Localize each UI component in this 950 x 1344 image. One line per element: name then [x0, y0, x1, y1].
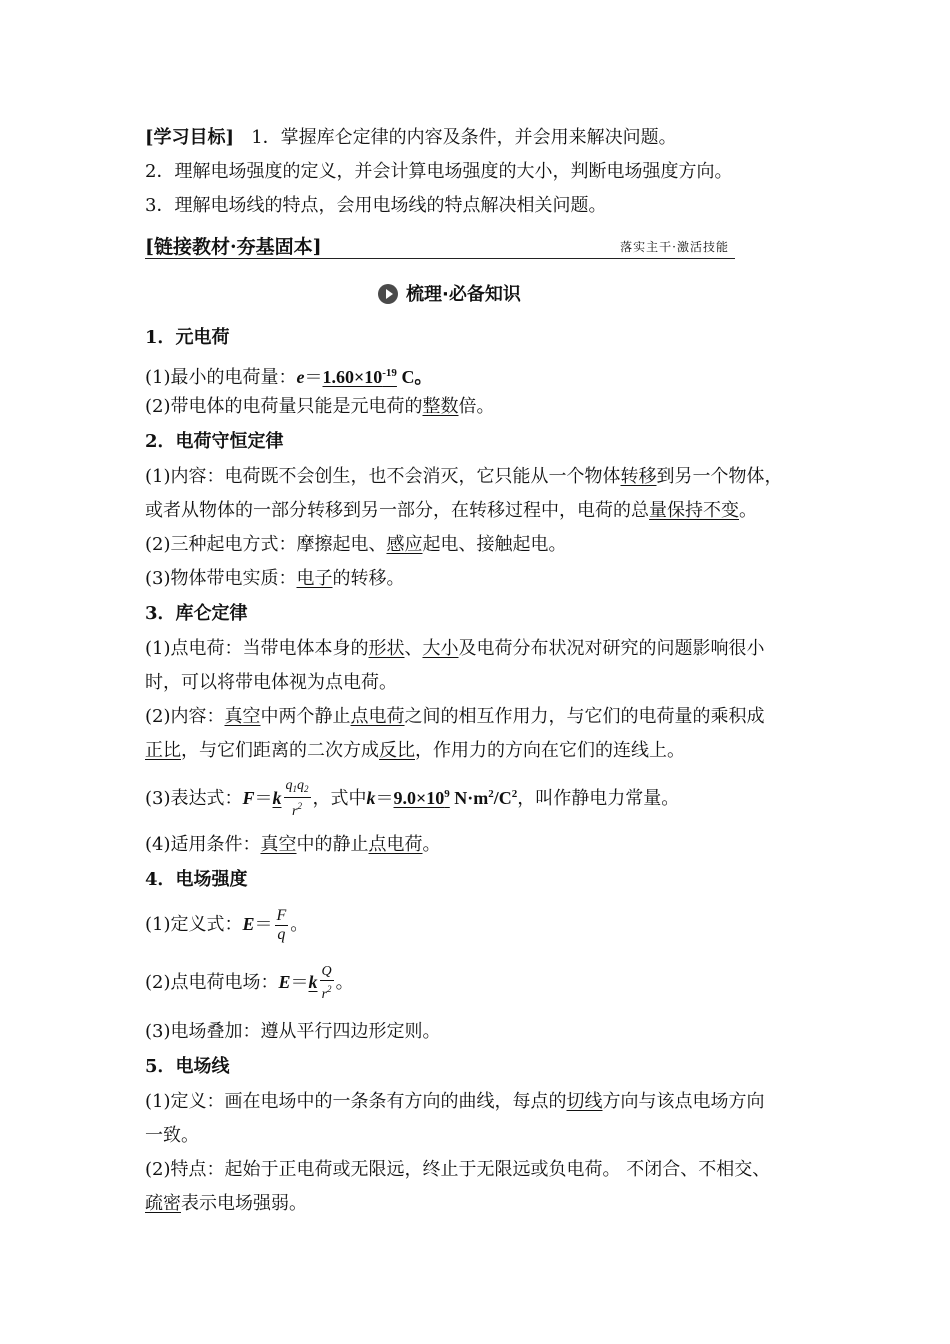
s2-l1-underlined: 转移: [620, 466, 657, 487]
s3-l4-underlined-2: 反比: [379, 740, 415, 761]
s2-l4b: 的转移。: [332, 568, 405, 589]
s4-line-2: [145, 960, 825, 1004]
s3-l1-underlined-1: 形状: [368, 638, 405, 659]
section-bar: [145, 232, 735, 259]
s3-l5-eq: ＝: [254, 788, 273, 809]
s4-l1-E: E: [242, 914, 255, 934]
s5-line-3: (2)特点：起始于正电荷或无限远，终止于无限远或负电荷。 不闭合、不相交、: [145, 1159, 771, 1180]
subheading-text: 梳理·必备知识: [406, 284, 521, 305]
objective-item-2: 2．理解电场强度的定义，并会计算电场强度的大小，判断电场强度方向。: [145, 161, 733, 182]
s3-l5-value-exp: 9: [444, 788, 450, 800]
unit-part-1: N·m: [449, 788, 489, 808]
section-right-text: 落实主干·激活技能: [620, 240, 729, 254]
s2-l1b: 到另一个物体，: [656, 466, 783, 487]
s4-l2-k: k: [308, 972, 318, 992]
s1-l1-exp: -19: [382, 367, 397, 379]
s1-l1-value-base: 1.60×10: [322, 367, 383, 387]
field-def-denominator: q: [277, 925, 286, 943]
s5-line-1: [145, 1090, 825, 1114]
s4-l2-eq: ＝: [290, 972, 309, 993]
s1-l1-prefix: (1)最小的电荷量：: [145, 367, 297, 388]
s4-l1-eq: ＝: [254, 914, 273, 935]
s5-l4-underlined: 疏密: [145, 1193, 181, 1214]
point-charge-r: r: [321, 986, 328, 1002]
s1-l2-prefix: (2)带电体的电荷量只能是元电荷的: [145, 396, 423, 417]
subheading: [378, 284, 521, 306]
r-symbol: r: [292, 804, 298, 819]
s2-l3a: (2)三种起电方式：摩擦起电、: [145, 534, 387, 555]
s4-l2a: (2)点电荷电场：: [145, 972, 279, 993]
section-title: [链接教材·夯基固本]: [145, 236, 322, 258]
s5-line-2: 一致。: [145, 1125, 199, 1146]
s3-l1a: (1)点电荷：当带电体本身的: [145, 638, 369, 659]
s1-l1-eq: ＝: [304, 367, 323, 388]
s3-line-5: [145, 772, 825, 819]
coulomb-fraction: [284, 778, 311, 820]
coulomb-numerator: [284, 778, 311, 798]
s3-line-6: [145, 833, 825, 857]
s3-l6c: 。: [422, 834, 441, 855]
s3-l1c: 及电荷分布状况对研究的问题影响很小: [458, 638, 765, 659]
s5-l1a: (1)定义：画在电场中的一条条有方向的曲线，每点的: [145, 1091, 567, 1112]
s2-l4a: (3)物体带电实质：: [145, 568, 297, 589]
s2-l2-underlined-1: 量: [649, 500, 667, 521]
objective-item-3: 3．理解电场线的特点，会用电场线的特点解决相关问题。: [145, 195, 607, 216]
s4-l2b: 。: [335, 972, 354, 993]
s5-l1-underlined: 切线: [566, 1091, 603, 1112]
s4-heading: 4．电场强度: [145, 869, 248, 890]
point-charge-denominator: [320, 981, 334, 1003]
s3-line-1: [145, 637, 825, 661]
s3-l6b: 中的静止: [296, 834, 369, 855]
s1-l2-suffix: 倍。: [458, 396, 495, 417]
s3-l3-underlined-1: 真空: [224, 706, 261, 727]
objective-item-1: 1．掌握库仑定律的内容及条件，并会用来解决问题。: [251, 127, 677, 148]
s1-l1-unit: C。: [396, 367, 433, 387]
s3-l5a: (3)表达式：: [145, 788, 243, 809]
q1-symbol: q: [285, 778, 293, 793]
s3-l6a: (4)适用条件：: [145, 834, 261, 855]
s3-l5-unit: [450, 788, 518, 808]
s2-heading: 2．电荷守恒定律: [145, 431, 284, 452]
objectives-line-3: [145, 194, 825, 218]
s3-l5-k: k: [272, 788, 282, 808]
s2-line-4: [145, 567, 825, 591]
s1-heading: 1．元电荷: [145, 327, 230, 348]
s5-heading: 5．电场线: [145, 1056, 230, 1077]
s1-line-1: [145, 361, 825, 390]
s2-l4-underlined: 电子: [296, 568, 333, 589]
s4-line-3: (3)电场叠加：遵从平行四边形定则。: [145, 1021, 441, 1042]
s3-l5b: ，式中: [312, 788, 367, 809]
s1-l1-value: [323, 367, 397, 387]
s2-l2b: 。: [739, 500, 757, 521]
s3-line-3: [145, 705, 825, 729]
s3-heading: 3．库仑定律: [145, 603, 248, 624]
s2-line-1: [145, 465, 825, 489]
objectives-line-1: [145, 126, 825, 150]
s2-l2-underlined-2: 保持不变: [667, 500, 739, 521]
point-charge-numerator: Q: [321, 963, 332, 979]
s3-l3c: 之间的相互作用力，与它们的电荷量的乘积成: [404, 706, 765, 727]
s2-line-2: [145, 499, 825, 523]
s3-l3b: 中两个静止: [260, 706, 351, 727]
s2-l1a: (1)内容：电荷既不会创生，也不会消灭，它只能从一个物体: [145, 466, 621, 487]
s2-l2a: 或者从物体的一部分转移到另一部分，在转移过程中，电荷的总: [145, 500, 649, 521]
s5-l1b: 方向与该点电场方向: [602, 1091, 765, 1112]
s3-l3-underlined-2: 点电荷: [350, 706, 405, 727]
s3-l6-underlined-2: 点电荷: [368, 834, 423, 855]
s1-line-2: [145, 395, 825, 419]
s4-line-1: [145, 902, 825, 946]
s5-line-4: [145, 1192, 825, 1216]
q2-symbol: q: [297, 778, 305, 793]
point-charge-fraction: [320, 964, 334, 1003]
q1-sub: 1: [292, 784, 298, 794]
point-charge-r-exp: 2: [327, 983, 332, 994]
s3-l6-underlined-1: 真空: [260, 834, 297, 855]
s4-l1a: (1)定义式：: [145, 914, 243, 935]
field-def-numerator: F: [276, 906, 287, 924]
play-icon: [378, 284, 398, 304]
s3-line-4: [145, 739, 825, 763]
objectives-tag: [学习目标]: [145, 127, 235, 148]
unit-part-2: /C: [493, 788, 512, 808]
r-exp: 2: [297, 801, 302, 811]
s3-l4a: ，与它们距离的二次方成: [181, 740, 379, 761]
unit-exp-2: 2: [511, 788, 518, 800]
s3-l5-value: [394, 788, 450, 808]
s3-l4-underlined-1: 正比: [145, 740, 181, 761]
s2-line-3: [145, 533, 825, 557]
s3-line-2: 时，可以将带电体视为点电荷。: [145, 672, 397, 693]
unit-exp-1: 2: [488, 788, 494, 800]
s3-l5-eq2: ＝: [375, 788, 394, 809]
s4-l1b: 。: [290, 914, 309, 935]
s2-l3b: 起电、接触起电。: [422, 534, 567, 555]
s3-l5-F: F: [242, 788, 255, 808]
objectives-line-2: [145, 160, 825, 184]
s3-l5-k2: k: [366, 788, 376, 808]
s1-l1-var: e: [296, 367, 305, 387]
field-definition-fraction: [275, 907, 289, 944]
s3-l5c: ，叫作静电力常量。: [517, 788, 680, 809]
s3-l4b: ，作用力的方向在它们的连线上。: [415, 740, 685, 761]
s1-l2-underlined: 整数: [422, 396, 459, 417]
s4-l2-E: E: [278, 972, 291, 992]
s3-l5-value-base: 9.0×10: [393, 788, 445, 808]
s2-l3-underlined: 感应: [386, 534, 423, 555]
coulomb-denominator: [284, 798, 311, 820]
s3-l1b: 、: [404, 638, 423, 659]
s5-l4b: 表示电场强弱。: [181, 1193, 307, 1214]
q2-sub: 2: [304, 784, 309, 794]
s3-l3a: (2)内容：: [145, 706, 225, 727]
s3-l1-underlined-2: 大小: [422, 638, 459, 659]
